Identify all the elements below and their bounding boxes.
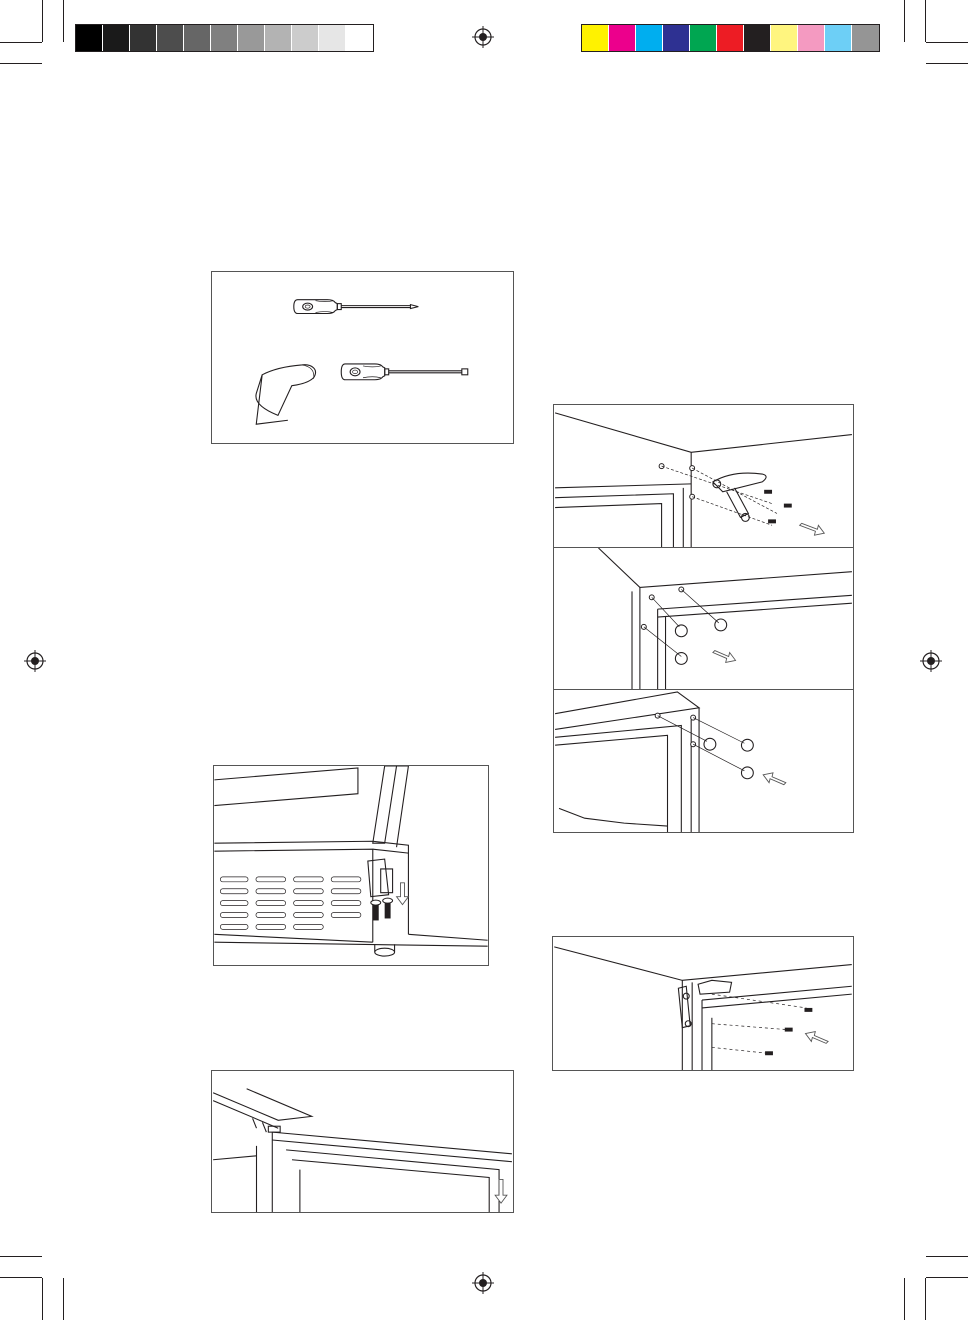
- color-swatch: [798, 25, 825, 51]
- color-swatch: [319, 25, 346, 51]
- upper-hinge-remove-illustration: [553, 404, 854, 548]
- crop-mark: [925, 1278, 926, 1320]
- color-swatch: [157, 25, 184, 51]
- hole-plugs-remove-illustration: [553, 547, 854, 691]
- color-swatch: [76, 25, 103, 51]
- crop-mark: [42, 0, 43, 42]
- crop-mark: [904, 1278, 905, 1320]
- color-swatch: [771, 25, 798, 51]
- color-swatch: [103, 25, 130, 51]
- color-swatch: [346, 25, 373, 51]
- crop-mark: [0, 1256, 42, 1257]
- lower-hinge-illustration: [213, 765, 489, 966]
- color-swatch: [130, 25, 157, 51]
- color-swatch: [717, 25, 744, 51]
- color-swatch: [744, 25, 771, 51]
- grayscale-calibration-bar: [75, 24, 374, 52]
- crop-mark: [0, 42, 42, 43]
- crop-mark: [42, 1278, 43, 1320]
- registration-mark-icon: [920, 650, 942, 672]
- crop-mark: [926, 1277, 968, 1278]
- crop-mark: [0, 1277, 42, 1278]
- crop-mark: [63, 0, 64, 42]
- color-swatch: [852, 25, 879, 51]
- color-swatch: [238, 25, 265, 51]
- color-swatch: [609, 25, 636, 51]
- registration-mark-icon: [472, 26, 494, 48]
- color-swatch: [211, 25, 238, 51]
- crop-mark: [0, 63, 42, 64]
- color-swatch: [184, 25, 211, 51]
- crop-mark: [926, 42, 968, 43]
- hinge-refit-illustration: [552, 936, 854, 1071]
- hole-plugs-insert-illustration: [553, 689, 854, 833]
- color-swatch: [265, 25, 292, 51]
- tools-illustration: [211, 271, 514, 444]
- color-swatch: [825, 25, 852, 51]
- crop-mark: [926, 1256, 968, 1257]
- color-swatch: [636, 25, 663, 51]
- color-swatch: [690, 25, 717, 51]
- crop-mark: [925, 0, 926, 42]
- crop-mark: [63, 1278, 64, 1320]
- color-swatch: [663, 25, 690, 51]
- crop-mark: [904, 0, 905, 42]
- color-swatch: [582, 25, 609, 51]
- color-calibration-bar: [581, 24, 880, 52]
- registration-mark-icon: [24, 650, 46, 672]
- color-swatch: [292, 25, 319, 51]
- registration-mark-icon: [472, 1272, 494, 1294]
- crop-mark: [926, 63, 968, 64]
- door-removal-illustration: [211, 1070, 514, 1213]
